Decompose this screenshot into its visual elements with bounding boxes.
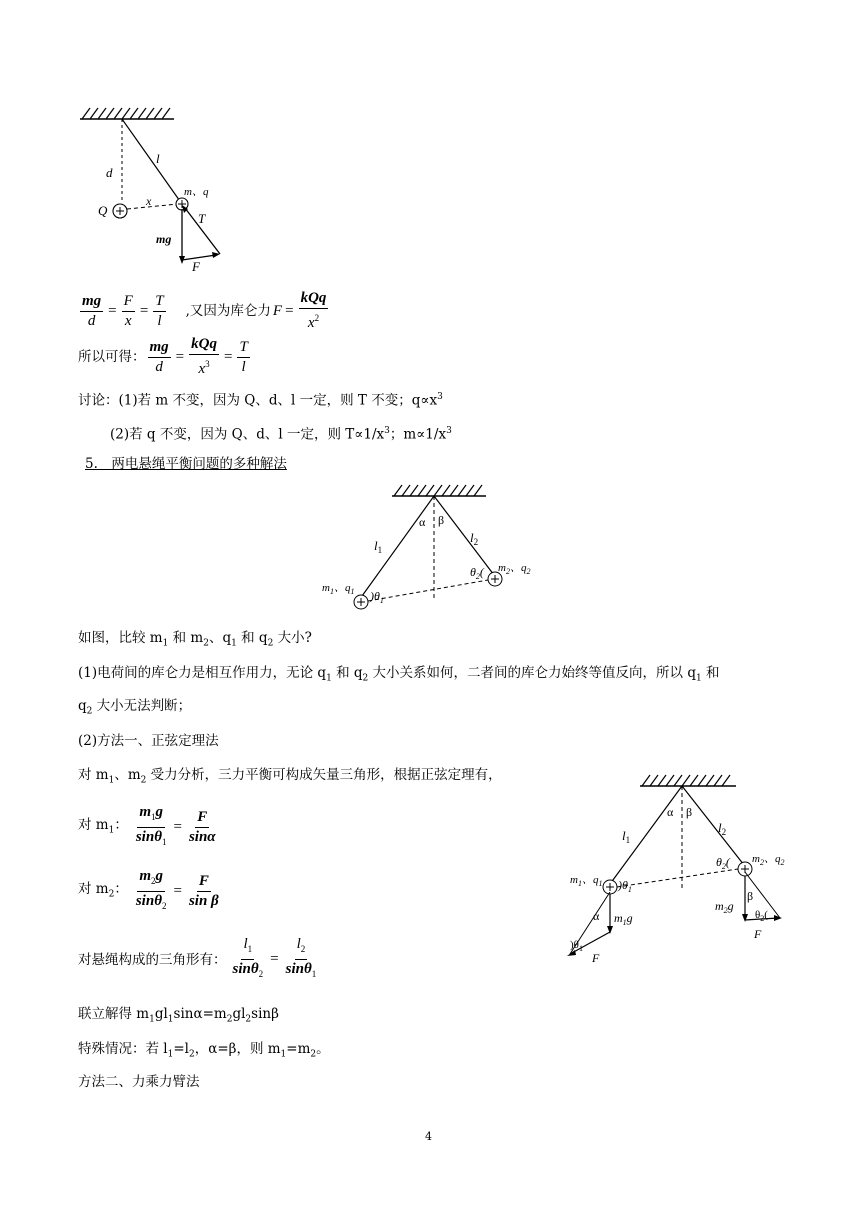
svg-text:)θ1: )$\theta_1$ (570, 939, 583, 953)
svg-text:m2、q2: $m_2$、$q_2$ (498, 562, 531, 576)
svg-text:F: F (592, 951, 600, 965)
paragraph-method-2: 方法二、力乘力臂法 (78, 1074, 200, 1090)
svg-text:l2: $l_2$ (718, 820, 727, 837)
svg-text:m1、q1: $m_1$、$q_1$ (322, 582, 355, 596)
paragraph-method-1: (2)方法一、正弦定理法 (78, 733, 219, 749)
label-d: d (106, 165, 113, 180)
label-mg: mg (156, 232, 172, 246)
svg-text:α: α (419, 515, 426, 529)
equation-result: 所以可得： $\frac{mg}{d}$ = $\frac{\text{kQq}}{x^3}$ = $\frac{T}{l}$ (78, 336, 248, 377)
pendulum-diagram-two (318, 484, 548, 614)
svg-text:β: β (686, 805, 693, 819)
svg-text:m1g: $m_1g$ (614, 911, 633, 927)
paragraph-special-case: 特殊情况：若 $l_1=l_2$，α=β，则 $m_1=m_2$。 (78, 1041, 330, 1060)
svg-text:l2: $l_2$ (470, 530, 479, 547)
equation-string-triangle: 对悬绳构成的三角形有： $\frac{l_1}{\sin\theta_2}$ = $\frac{l_2}{\sin\theta_1}$ (78, 936, 317, 979)
svg-text:θ2(: $\theta_2$( (716, 855, 730, 871)
section-heading: 5. 两电悬绳平衡问题的多种解法 (85, 456, 287, 472)
discussion-line-2: (2)若 q 不变，因为 Q、d、l 一定，则 $T\propto 1/x^3$；$m\propto 1/x^3$ (110, 426, 452, 443)
svg-text:m2g: $m_2g$ (715, 899, 734, 915)
svg-text:l1: $l_1$ (622, 828, 631, 845)
svg-text:θ2(: $\theta_2$( (755, 909, 768, 923)
svg-text:α: α (593, 909, 600, 923)
svg-text:l1: $l_1$ (374, 538, 383, 555)
svg-text:F: F (754, 927, 762, 941)
svg-text:β: β (747, 889, 754, 903)
force-analysis-diagram (560, 772, 800, 967)
discussion-line-1: 讨论：(1)若 m 不变，因为 Q、d、l 一定，则 T 不变；$q\propto x^3$ (78, 392, 443, 409)
svg-text:)θ1: )$\theta_1$ (618, 878, 632, 894)
label-l: l (156, 151, 160, 166)
paragraph-force-analysis: 对 $m_1$、$m_2$ 受力分析，三力平衡可构成矢量三角形，根据正弦定理有， (78, 767, 502, 786)
label-T: T (198, 211, 206, 226)
svg-text:β: β (438, 513, 445, 527)
label-Q: Q (98, 203, 108, 218)
paragraph-coulomb-cont: $q_2$ 大小无法判断； (78, 698, 192, 717)
equation-force-ratio: $\frac{mg}{d}$ = $\frac{F}{x}$ = $\frac{T}{l}$ ,又因为库仑力 F = $\frac{\text{kQq}}{x^2}$ (82, 290, 327, 331)
label-mq: m、q (184, 186, 209, 198)
label-x: x (146, 194, 152, 208)
paragraph-coulomb: (1)电荷间的库仑力是相互作用力，无论 $q_1$ 和 $q_2$ 大小关系如何，二者间的库仑力始终等值反向，所以 $q_1$ 和 (78, 665, 720, 684)
equation-m1: 对 $m_1$： $\frac{m_1g}{\sin\theta_1}$ = $\frac{F}{\sin\alpha}$ (78, 804, 216, 847)
svg-text:m2、q2: $m_2$、$q_2$ (752, 853, 785, 867)
page-number: 4 (425, 1130, 432, 1143)
svg-text:θ2(: $\theta_2$( (470, 565, 484, 581)
pendulum-diagram-single (70, 105, 240, 280)
paragraph-solution: 联立解得 $m_1gl_1\sin\alpha=m_2gl_2\sin\beta$ (78, 1006, 279, 1025)
label-F: F (192, 259, 200, 274)
svg-text:α: α (667, 805, 674, 819)
paragraph-question: 如图，比较 $m_1$ 和 $m_2$、$q_1$ 和 $q_2$ 大小? (78, 630, 312, 649)
svg-text:)θ1: )$\theta_1$ (370, 589, 384, 605)
svg-text:m1、q1: $m_1$、$q_1$ (570, 874, 603, 888)
equation-m2: 对 $m_2$： $\frac{m_2g}{\sin\theta_2}$ = $\frac{F}{\text{sin β}}$ (78, 868, 219, 911)
